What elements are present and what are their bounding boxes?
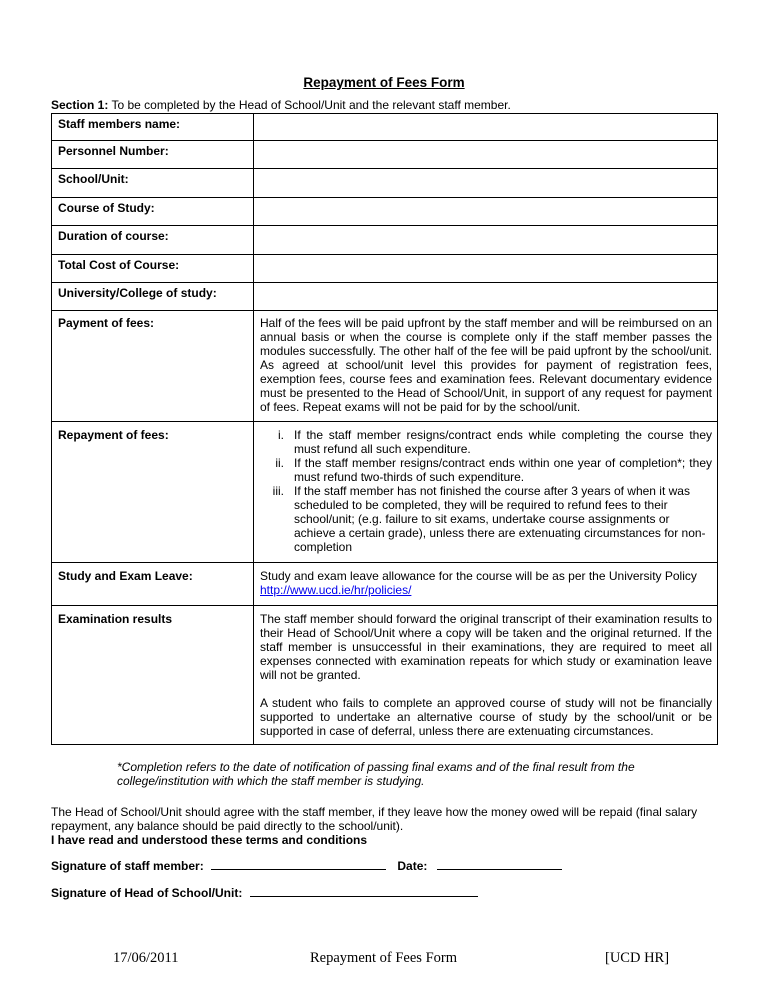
- form-row: [52, 255, 718, 283]
- exam-cell: [254, 606, 718, 745]
- list-item-text: If the staff member resigns/contract ends within one year of completion*; they must refund two-thirds of such expenditure.: [294, 456, 712, 484]
- agreement-block: [51, 805, 731, 847]
- leave-label: Study and Exam Leave:: [52, 563, 254, 606]
- field-label-university: University/College of study:: [52, 283, 254, 311]
- list-item-number: ii.: [275, 456, 284, 470]
- leave-text: Study and exam leave allowance for the course will be as per the University Policy: [260, 569, 697, 583]
- form-row: [52, 311, 718, 422]
- form-row: [52, 114, 718, 141]
- head-signature-label: Signature of Head of School/Unit:: [51, 886, 243, 900]
- footer-org: [UCD HR]: [605, 950, 670, 966]
- form-row: [52, 141, 718, 169]
- repayment-list: [256, 428, 712, 554]
- field-label-school-unit: School/Unit:: [52, 169, 254, 198]
- form-row: [52, 169, 718, 198]
- field-value-total-cost[interactable]: [254, 255, 718, 283]
- leave-cell: [254, 563, 718, 606]
- section-heading: [51, 98, 511, 112]
- section-description: To be completed by the Head of School/Unit and the relevant staff member.: [108, 98, 511, 112]
- list-item: [256, 428, 712, 456]
- staff-signature-line[interactable]: [211, 858, 386, 870]
- staff-signature-label: Signature of staff member:: [51, 859, 204, 873]
- list-item-text: If the staff member has not finished the course after 3 years of when it was scheduled to be completed, they will be required to refund fees to their school/unit; (e.g. failure to sit exams, undertake course assignments or achieve a certain grade), unless there are extenuating circumstances for non-completion: [294, 484, 706, 554]
- staff-signature-row: [51, 858, 562, 873]
- field-label-personnel-number: Personnel Number:: [52, 141, 254, 169]
- list-item-text: If the staff member resigns/contract ends while completing the course they must refund all such expenditure.: [294, 428, 712, 456]
- date-line[interactable]: [437, 858, 562, 870]
- exam-paragraph-2: A student who fails to complete an approved course of study will not be financially supported to undertake an alternative course of study by the school/unit or be supported in case of deferral, unless there are extenuating circumstances.: [260, 696, 712, 738]
- field-value-course-of-study[interactable]: [254, 198, 718, 226]
- list-item: [256, 456, 712, 484]
- field-label-duration: Duration of course:: [52, 226, 254, 255]
- field-value-personnel-number[interactable]: [254, 141, 718, 169]
- completion-note: *Completion refers to the date of notification of passing final exams and of the final result from the college/institution with which the staff member is studying.: [117, 760, 635, 788]
- repayment-list-cell: [254, 422, 718, 563]
- section-label: Section 1:: [51, 98, 109, 112]
- agreement-confirm: I have read and understood these terms and conditions: [51, 833, 368, 847]
- payment-text: Half of the fees will be paid upfront by the staff member and will be reimbursed on an annual basis or when the course is complete only if the staff member passes the modules successfully. The other half of the fee will be paid upfront by the school/unit. As agreed at school/unit level this provides for payment of registration fees, exemption fees, course fees and examination fees. Relevant documentary evidence must be presented to the Head of School/Unit, in support of any request for payment of fees. Repeat exams will not be paid for by the school/unit.: [254, 311, 718, 422]
- agreement-text: The Head of School/Unit should agree with the staff member, if they leave how the money owed will be repaid (final salary repayment, any balance should be paid directly to the school/unit).: [51, 805, 698, 833]
- head-signature-line[interactable]: [250, 885, 478, 897]
- payment-label: Payment of fees:: [52, 311, 254, 422]
- repayment-label: Repayment of fees:: [52, 422, 254, 563]
- field-label-course-of-study: Course of Study:: [52, 198, 254, 226]
- field-value-duration[interactable]: [254, 226, 718, 255]
- head-signature-row: [51, 885, 478, 900]
- list-item-number: i.: [278, 428, 284, 442]
- footer-title: Repayment of Fees Form: [310, 950, 457, 966]
- form-row: [52, 563, 718, 606]
- field-value-staff-name[interactable]: [254, 114, 718, 141]
- form-row: [52, 422, 718, 563]
- form-row: [52, 226, 718, 255]
- field-label-total-cost: Total Cost of Course:: [52, 255, 254, 283]
- form-row: [52, 283, 718, 311]
- form-row: [52, 606, 718, 745]
- form-title: Repayment of Fees Form: [303, 75, 465, 90]
- fees-form-table: [51, 113, 718, 745]
- footer-date: 17/06/2011: [113, 950, 179, 966]
- exam-label: Examination results: [52, 606, 254, 745]
- field-value-school-unit[interactable]: [254, 169, 718, 198]
- exam-paragraph-1: The staff member should forward the original transcript of their examination results to their Head of School/Unit where a copy will be taken and the original returned. If the staff member is unsuccessful in their examinations, they are required to meet all expenses connected with examination repeats for which study or examination leave will not be granted.: [260, 612, 712, 682]
- list-item: [256, 484, 712, 554]
- field-value-university[interactable]: [254, 283, 718, 311]
- policies-link[interactable]: http://www.ucd.ie/hr/policies/: [260, 583, 412, 597]
- list-item-number: iii.: [272, 484, 284, 498]
- field-label-staff-name: Staff members name:: [52, 114, 254, 141]
- form-row: [52, 198, 718, 226]
- date-label: Date:: [397, 859, 428, 873]
